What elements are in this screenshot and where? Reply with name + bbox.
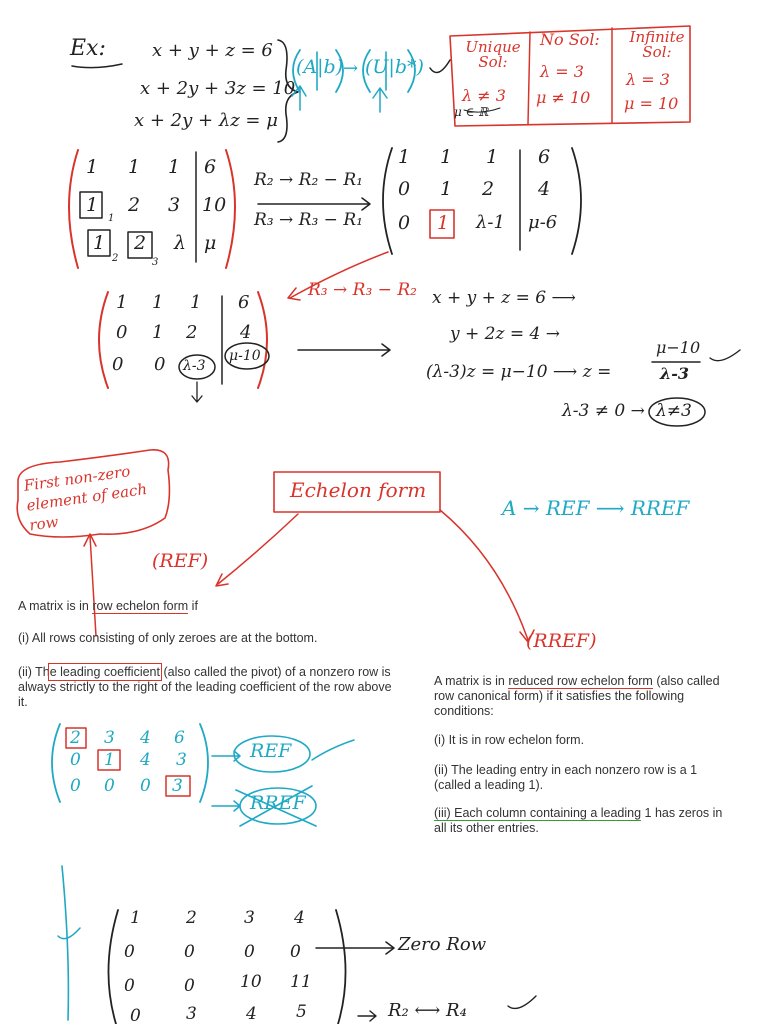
solve-line-2: y + 2z = 4 →	[450, 324, 560, 344]
m5-cell: 11	[290, 972, 312, 992]
m2-cell: λ-1	[476, 212, 505, 233]
m5-cell: 3	[244, 908, 255, 928]
ops1-arrow	[258, 198, 370, 210]
m1-cell: λ	[174, 232, 187, 254]
rref-rule-1: (i) It is in row echelon form.	[434, 733, 585, 747]
tick-mark-2	[710, 350, 740, 361]
m5-margin-line	[62, 866, 68, 1020]
m2-cell: 4	[538, 178, 551, 200]
m5-cell: 2	[186, 908, 197, 928]
m3-bracket-right	[258, 292, 267, 388]
ref-intro-b: if	[188, 599, 198, 613]
case-nosol-lambda: λ = 3	[540, 62, 584, 81]
ref-chain: A → REF ⟶ RREF	[502, 496, 690, 520]
m3-cell: 4	[240, 322, 252, 343]
m2-cell: 0	[398, 178, 411, 200]
example-label: Ex:	[70, 36, 106, 61]
rref-intro-b: (also called row canonical form) if it satisfies the following conditions:	[434, 674, 720, 718]
m4-cell: 0	[70, 750, 81, 770]
m2-cell: 2	[482, 178, 495, 200]
m5-cell: 0	[184, 976, 195, 996]
solve-line-4: λ-3 ≠ 0 →	[562, 401, 645, 421]
ex-underline	[72, 64, 122, 68]
m2-cell: 1	[486, 146, 499, 168]
m3-cell: 1	[116, 292, 128, 313]
m4-bracket-right	[200, 724, 208, 802]
equation-1: x + y + z = 6	[152, 40, 273, 61]
ref-rule-1: (i) All rows consisting of only zeroes are at the bottom.	[18, 631, 318, 645]
m3-cell: 6	[238, 292, 250, 313]
m1-cell: μ	[204, 232, 217, 254]
rref-intro-term: reduced row echelon form	[508, 674, 653, 688]
m4-cell: 6	[174, 728, 185, 748]
m1-cell: 3	[168, 194, 181, 216]
m1-cell: 1	[128, 156, 141, 178]
m3-cell: λ-3	[183, 358, 206, 374]
m4-ref-tick	[312, 740, 354, 760]
m1-cell: 1	[93, 232, 106, 254]
fraction-denominator: λ-3	[660, 364, 689, 383]
solve-line-1: x + y + z = 6 ⟶	[432, 288, 576, 308]
m1-cell: 6	[204, 156, 217, 178]
m1-bracket-right	[226, 150, 235, 268]
m5-cell: 0	[184, 942, 195, 962]
m5-cell: 10	[240, 972, 262, 992]
row-op-3: R₃ → R₃ − R₂	[308, 280, 417, 300]
tick-mark-3	[508, 996, 536, 1008]
m3-cell: μ-10	[229, 348, 261, 364]
m2-cell: 1	[440, 146, 453, 168]
m2-cell: μ-6	[528, 212, 558, 233]
m3-cell: 1	[152, 322, 164, 343]
ref-label: (REF)	[152, 550, 209, 572]
m1-cell: 1	[86, 194, 99, 216]
m2-cell: 1	[437, 212, 450, 234]
rref-rule-3-term: (iii) Each column containing a leading	[434, 806, 642, 820]
solve-result: λ≠3	[656, 401, 692, 421]
rref-label: (RREF)	[526, 630, 597, 652]
case-infinite-mu: μ = 10	[624, 94, 679, 113]
first-nonzero-note: First non-zero element of each row	[22, 462, 149, 535]
m4-cell: 1	[104, 750, 115, 770]
m4-ref-tag: REF	[250, 740, 292, 762]
rref-intro-a: A matrix is in	[434, 674, 509, 688]
echelon-form-heading: Echelon form	[290, 478, 427, 502]
m1-subscript: 3	[152, 257, 159, 268]
case-infinite-lambda: λ = 3	[626, 70, 670, 89]
m5-margin-tick	[58, 928, 80, 939]
solve-line-3: (λ-3)z = μ−10 ⟶ z =	[426, 362, 612, 382]
m5-swap-arrow	[358, 1011, 376, 1021]
ref-intro-a: A matrix is in	[18, 599, 93, 613]
m2-cell: 1	[398, 146, 411, 168]
rref-intro	[434, 674, 734, 719]
m5-cell: 0	[130, 1006, 141, 1026]
transform-arrow: →	[343, 58, 359, 79]
equation-3: x + 2y + λz = μ	[134, 110, 278, 131]
teal-up-arrow-2	[373, 88, 387, 112]
m3-cell: 0	[154, 354, 166, 375]
echelon-to-rref-arrow	[440, 510, 534, 642]
m3-cell: 1	[190, 292, 202, 313]
echelon-to-ref-arrow	[216, 514, 298, 586]
ref-intro	[18, 599, 398, 614]
ref-rule-2-b: (also called the pivot) of a nonzero row is always strictly to the right of the leading coefficient of the row above it.	[18, 665, 392, 709]
m3-down-arrow	[192, 382, 202, 402]
m5-cell: 0	[290, 942, 301, 962]
case-unique-lambda: λ ≠ 3	[462, 86, 506, 105]
m2-bracket-right	[572, 148, 581, 254]
m4-cell: 0	[70, 776, 81, 796]
m3-cell: 2	[186, 322, 198, 343]
m5-zero-arrow	[316, 942, 394, 954]
tick-mark-1	[430, 60, 450, 73]
m3-cell: 0	[116, 322, 128, 343]
rref-rule-3-b: 1 has zeros in all its other entries.	[434, 806, 723, 835]
equation-2: x + 2y + 3z = 10	[140, 78, 296, 99]
m4-rref-tag: RREF	[250, 792, 306, 814]
case-unique-title: Unique Sol:	[465, 38, 521, 71]
row-swap-label: R₂ ⟷ R₄	[388, 1000, 467, 1021]
rref-rule-3	[434, 806, 734, 836]
ref-rule-2-term: e leading coefficient	[49, 665, 160, 679]
m5-cell: 0	[124, 976, 135, 996]
m5-bracket-left	[108, 910, 118, 1024]
row-op-2: R₃ → R₃ − R₁	[254, 210, 363, 230]
m3-cell: 0	[112, 354, 124, 375]
m5-cell: 3	[186, 1004, 197, 1024]
m2-bracket-left	[383, 148, 392, 254]
case-infinite-title: Infinite Sol:	[629, 28, 685, 61]
m1-cell: 2	[128, 194, 141, 216]
m4-cell: 3	[172, 776, 183, 796]
zero-row-label: Zero Row	[398, 934, 487, 955]
m1-subscript: 1	[108, 213, 115, 224]
m1-cell: 1	[86, 156, 99, 178]
row-op-1: R₂ → R₂ − R₁	[254, 170, 363, 190]
m2-cell: 6	[538, 146, 551, 168]
m5-cell: 1	[130, 908, 141, 928]
m1-cell: 10	[202, 194, 227, 216]
m5-cell: 0	[124, 942, 135, 962]
case-nosol-title: No Sol:	[540, 30, 600, 49]
m4-cell: 3	[104, 728, 115, 748]
rref-rule-2: (ii) The leading entry in each nonzero row is a 1 (called a leading 1).	[434, 763, 698, 792]
fraction-numerator: μ−10	[656, 338, 701, 357]
m3-right-arrow	[298, 344, 390, 356]
m5-cell: 0	[244, 942, 255, 962]
m1-bracket-left	[69, 150, 78, 268]
m2-cell: 1	[440, 178, 453, 200]
m1-cell: 1	[168, 156, 181, 178]
m4-cell: 3	[176, 750, 187, 770]
m1-subscript: 2	[112, 253, 119, 264]
upper-matrix-label: (U|b*)	[365, 56, 424, 78]
pivot-up-arrow	[84, 534, 96, 636]
m5-bracket-right	[336, 910, 346, 1024]
m4-rref-arrow	[212, 801, 240, 811]
ref-rule-2	[18, 665, 398, 710]
m2-cell: 0	[398, 212, 411, 234]
case-unique-mu: μ ∈ ℝ	[454, 105, 489, 119]
m5-cell: 5	[296, 1002, 307, 1022]
m4-cell: 4	[140, 728, 151, 748]
augmented-matrix-label: (A|b)	[296, 56, 344, 78]
m4-cell: 4	[140, 750, 151, 770]
ref-rule-2-a: (ii) Th	[18, 665, 50, 679]
m3-cell: 1	[152, 292, 164, 313]
m4-bracket-left	[52, 724, 60, 802]
m5-cell: 4	[294, 908, 305, 928]
m4-cell: 2	[70, 728, 81, 748]
m4-ref-arrow	[212, 751, 240, 761]
ref-intro-term: row echelon form	[92, 599, 189, 613]
m3-bracket-left	[99, 292, 108, 388]
m4-cell: 0	[104, 776, 115, 796]
m5-cell: 4	[246, 1004, 257, 1024]
m4-cell: 0	[140, 776, 151, 796]
m1-cell: 2	[134, 232, 147, 254]
case-nosol-mu: μ ≠ 10	[536, 88, 591, 107]
